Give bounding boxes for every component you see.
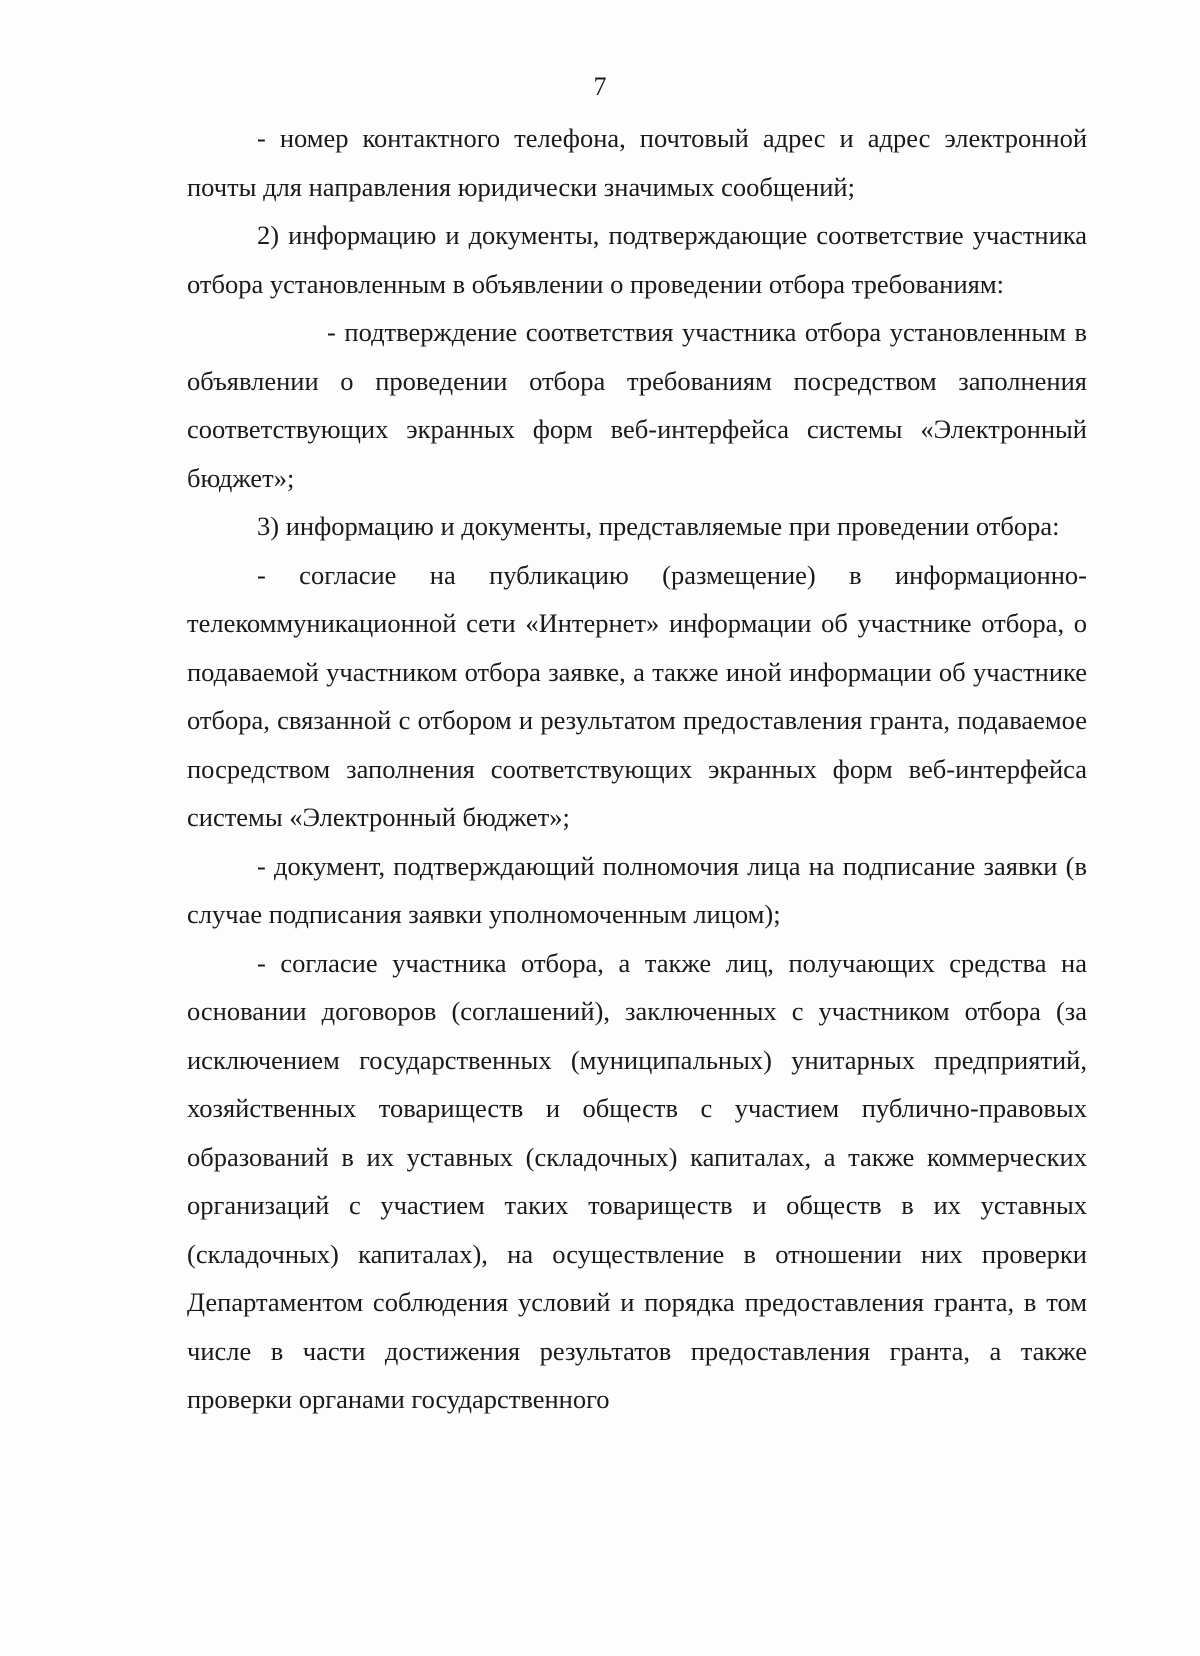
page-number: 7 — [593, 72, 607, 101]
paragraph-confirmation: - подтверждение соответствия участника отбора установленным в объявлении о проведении отбора требованиям посредством заполнения соответствующих экранных форм веб-интерфейса системы «Электронный бюджет»; — [187, 317, 1087, 493]
paragraph-inspection-consent: - согласие участника отбора, а также лиц, получающих средства на основании договоров (соглашений), заключенных с участником отбора (за исключением государственных (муниципальных) унитарных предприятий, хозяйственных товариществ и обществ с участием публично-правовых образований в их уставных (складочных) капиталах, а также коммерческих организаций с участием таких товариществ и обществ в их уставных (складочных) капиталах), на осуществление в отношении них проверки Департаментом соблюдения условий и порядка предоставления гранта, в том числе в части достижения результатов предоставления гранта, а также проверки органами государственного — [187, 947, 1087, 1414]
document-body — [187, 114, 1087, 1424]
paragraph-contact-info: - номер контактного телефона, почтовый адрес и адрес электронной почты для направления юридически значимых сообщений; — [187, 123, 1087, 202]
paragraph-authority-document: - документ, подтверждающий полномочия лица на подписание заявки (в случае подписания заявки уполномоченным лицом); — [187, 850, 1087, 929]
paragraph-item-2: 2) информацию и документы, подтверждающие соответствие участника отбора установленным в объявлении о проведении отбора требованиям: — [187, 220, 1087, 299]
paragraph-publication-consent: - согласие на публикацию (размещение) в информационно-телекоммуникационной сети «Интернет» информации об участнике отбора, о подаваемой участником отбора заявке, а также иной информации об участнике отбора, связанной с отбором и результатом предоставления гранта, подаваемое посредством заполнения соответствующих экранных форм веб-интерфейса системы «Электронный бюджет»; — [187, 559, 1087, 832]
paragraph-item-3: 3) информацию и документы, представляемые при проведении отбора: — [257, 511, 1060, 541]
